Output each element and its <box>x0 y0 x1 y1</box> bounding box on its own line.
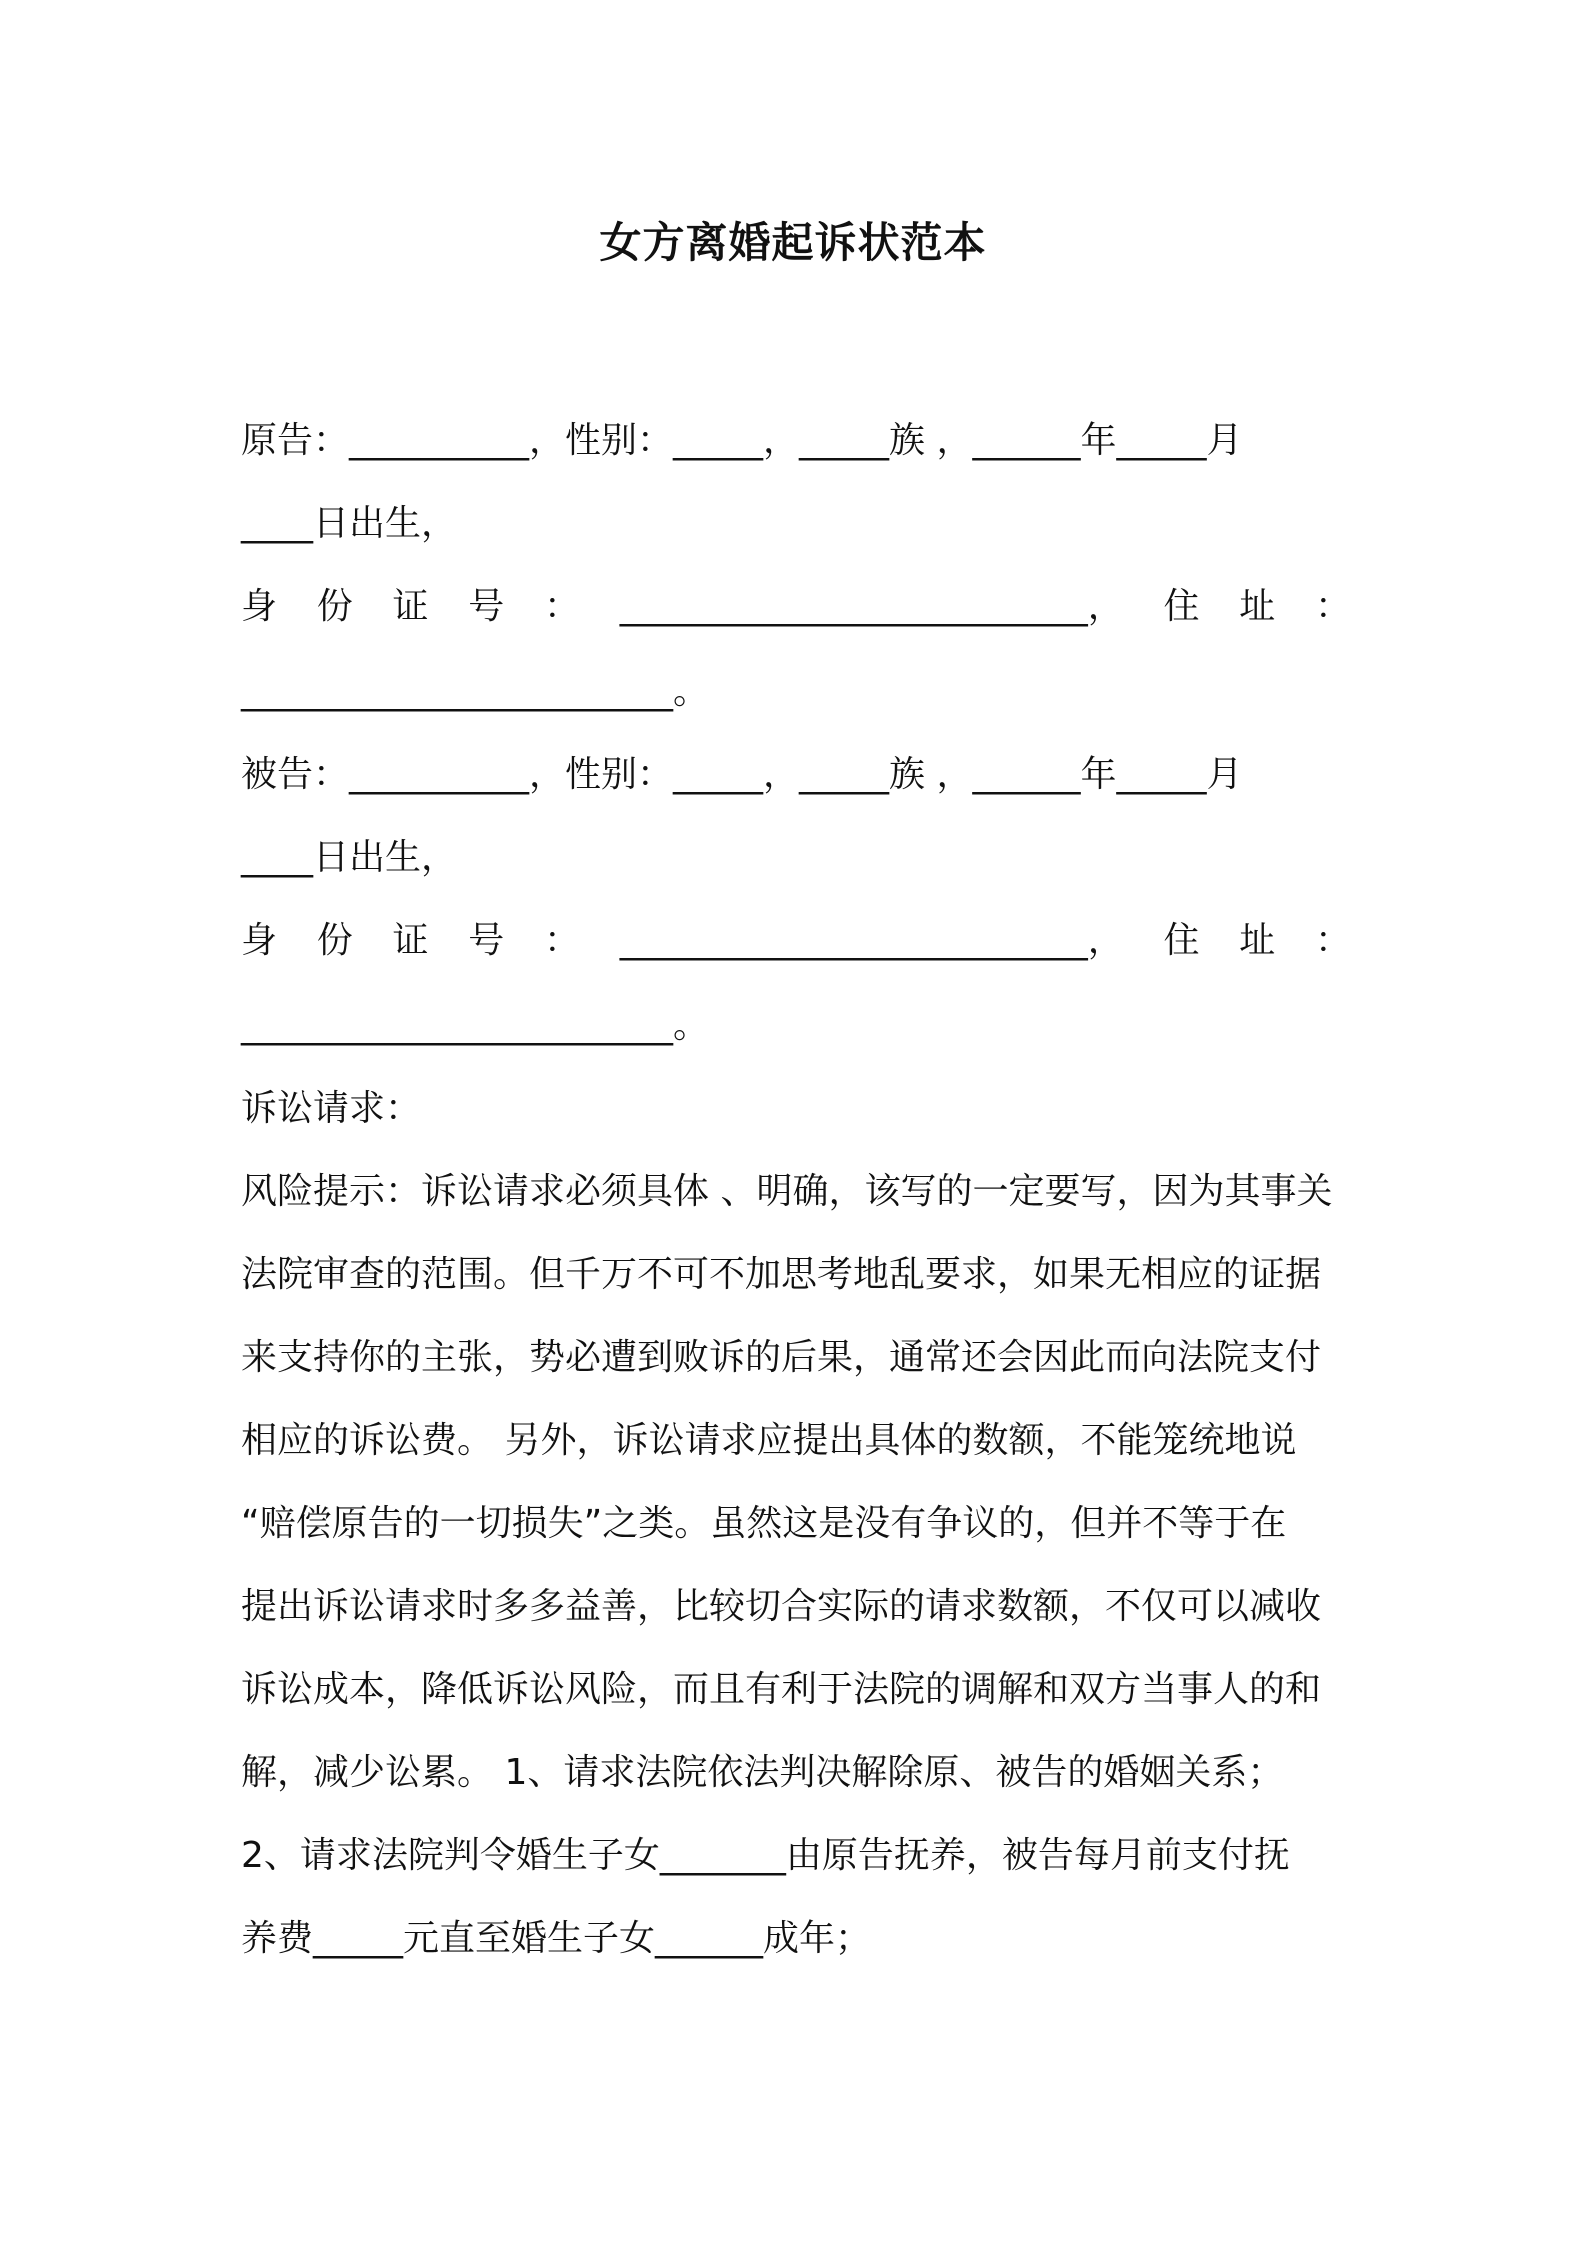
id-char-1: 身 <box>241 586 278 627</box>
paragraph-line: 养费_____元直至婚生子女______成年； <box>241 1918 872 1959</box>
plaintiff-line-1: 原告：__________，性别：_____，_____族 ，______年_____月 <box>241 420 1243 461</box>
id-char-4: 号 <box>468 586 505 627</box>
plaintiff-id-address-line <box>241 581 1351 633</box>
defendant-birth-line: ____日出生， <box>241 837 458 878</box>
id-char-4: 号 <box>468 920 505 961</box>
paragraph-line: 2、请求法院判令婚生子女_______由原告抚养，被告每月前支付抚 <box>241 1835 1290 1876</box>
paragraph-line: 来支持你的主张，势必遭到败诉的后果，通常还会因此而向法院支付 <box>241 1337 1322 1378</box>
id-blank: __________________________， <box>619 586 1124 627</box>
id-char-3: 证 <box>392 586 429 627</box>
plaintiff-address-blank: ________________________。 <box>241 671 709 712</box>
address-char-1: 住 <box>1163 586 1200 627</box>
id-colon: ： <box>544 920 581 961</box>
paragraph-line: 风险提示：诉讼请求必须具体 、明确，该写的一定要写，因为其事关 <box>241 1171 1333 1212</box>
paragraph-line: 相应的诉讼费。 另外，诉讼请求应提出具体的数额，不能笼统地说 <box>241 1420 1297 1461</box>
address-colon: ： <box>1314 920 1351 961</box>
paragraph-line: 法院审查的范围。但千万不可不加思考地乱要求，如果无相应的证据 <box>241 1254 1322 1295</box>
document-title: 女方离婚起诉状范本 <box>599 218 987 267</box>
defendant-id-address-line <box>241 915 1351 967</box>
paragraph-line: “赔偿原告的一切损失”之类。虽然这是没有争议的，但并不等于在 <box>241 1503 1287 1544</box>
plaintiff-birth-line: ____日出生， <box>241 503 458 544</box>
id-blank: __________________________， <box>619 920 1124 961</box>
address-char-2: 址 <box>1239 920 1276 961</box>
address-char-1: 住 <box>1163 920 1200 961</box>
id-colon: ： <box>544 586 581 627</box>
claims-heading: 诉讼请求： <box>241 1088 422 1129</box>
paragraph-line: 诉讼成本，降低诉讼风险，而且有利于法院的调解和双方当事人的和 <box>241 1669 1322 1710</box>
defendant-address-blank: ________________________。 <box>241 1005 709 1046</box>
id-char-1: 身 <box>241 920 278 961</box>
paragraph-line: 提出诉讼请求时多多益善，比较切合实际的请求数额，不仅可以减收 <box>241 1586 1322 1627</box>
paragraph-line: 解，减少讼累。 1、请求法院依法判决解除原、被告的婚姻关系； <box>241 1752 1284 1793</box>
id-char-2: 份 <box>316 586 353 627</box>
defendant-line-1: 被告：__________，性别：_____，_____族 ，______年_____月 <box>241 754 1243 795</box>
address-char-2: 址 <box>1239 586 1276 627</box>
id-char-3: 证 <box>392 920 429 961</box>
id-char-2: 份 <box>316 920 353 961</box>
address-colon: ： <box>1314 586 1351 627</box>
